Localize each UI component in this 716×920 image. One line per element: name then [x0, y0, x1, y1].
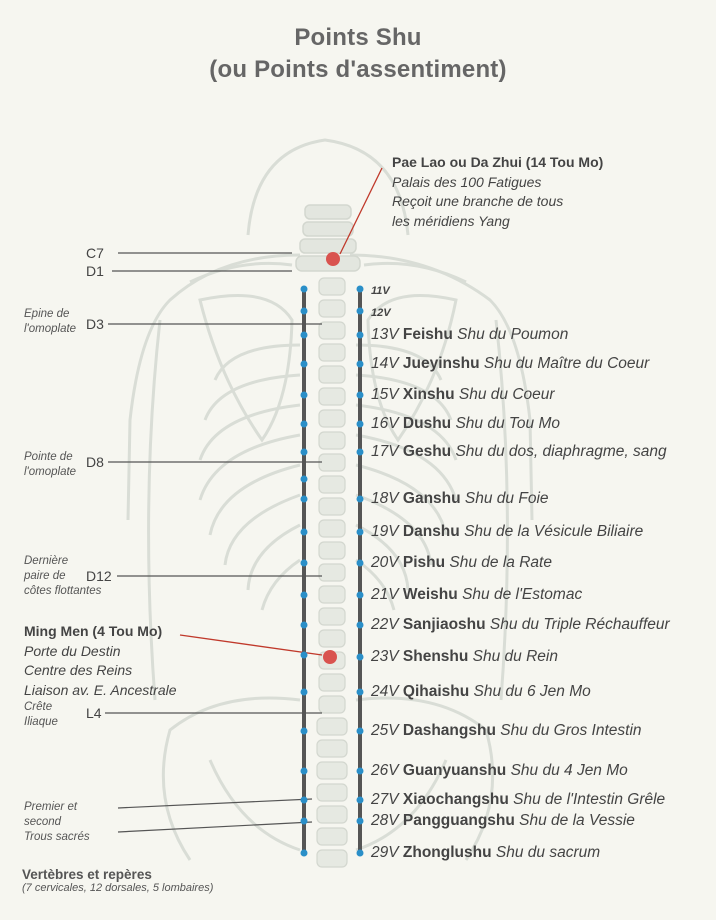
point-description: Shu du Poumon [457, 326, 569, 343]
point-label [371, 386, 555, 404]
vertebra [319, 498, 345, 515]
vertebra [319, 454, 345, 471]
point-label [371, 415, 560, 433]
shu-point-dot [357, 654, 364, 661]
point-label [371, 282, 390, 300]
point-name: Guanyuanshu [402, 762, 507, 779]
point-label [371, 326, 568, 344]
point-label [371, 762, 628, 780]
region-text: second [24, 816, 62, 828]
point-description: Shu du 4 Jen Mo [510, 762, 628, 779]
region-text: Dernière [24, 555, 69, 567]
vertebra [317, 828, 347, 845]
point-description: Shu de la Rate [449, 554, 552, 571]
point-number: 16V [371, 415, 399, 432]
point-number: 26V [371, 762, 399, 779]
inner-channel-dot [301, 286, 308, 293]
inner-channel-dot [301, 797, 308, 804]
point-name: Xiaochangshu [402, 791, 509, 808]
point-number: 27V [371, 791, 399, 808]
point-number: 21V [371, 586, 399, 603]
point-number: 23V [371, 648, 399, 665]
point-label [371, 791, 665, 809]
da-zhui-name: Pae Lao ou Da Zhui (14 Tou Mo) [392, 154, 604, 170]
vertebra [317, 784, 347, 801]
inner-channel-dot [301, 818, 308, 825]
point-description: Shu du Maître du Coeur [483, 355, 650, 372]
point-label [371, 586, 582, 604]
vertebra-label-l4: L4 [86, 705, 102, 721]
point-name: Geshu [402, 443, 452, 460]
point-name: Shenshu [402, 648, 469, 665]
vertebra [319, 696, 345, 713]
point-name: Ganshu [402, 490, 461, 507]
da-zhui-line: Reçoit une branche de tous [392, 193, 564, 209]
region-label-scapula-tip [24, 450, 76, 480]
point-description: Shu de la Vésicule Biliaire [464, 523, 644, 540]
vertebra [319, 366, 345, 383]
point-number: 11V [371, 285, 390, 297]
vertebra [319, 520, 345, 537]
region-label-sacral-holes [24, 800, 90, 845]
shu-point-dot [357, 560, 364, 567]
ming-men-pointer [180, 635, 322, 655]
vertebra [319, 300, 345, 317]
point-description: Shu du Tou Mo [455, 415, 560, 432]
inner-channel-dot [301, 728, 308, 735]
point-description: Shu du Foie [464, 490, 549, 507]
footer-heading: Vertèbres et repères [22, 867, 152, 882]
point-name: Feishu [402, 326, 453, 343]
region-text: Trous sacrés [24, 831, 90, 843]
point-label [371, 304, 391, 322]
point-description: Shu de la Vessie [519, 812, 635, 829]
region-text: Premier et [24, 801, 78, 813]
shu-point-dot [357, 850, 364, 857]
point-label [371, 523, 643, 541]
point-number: 17V [371, 443, 399, 460]
point-number: 29V [371, 844, 399, 861]
vertebra-label-d8: D8 [86, 454, 104, 470]
region-text: Epine de [24, 308, 70, 320]
region-text: paire de [24, 570, 66, 582]
inner-channel-dot [301, 308, 308, 315]
point-label [371, 648, 558, 666]
point-label [371, 722, 642, 740]
vertebra [319, 674, 345, 691]
inner-channel-dot [301, 361, 308, 368]
region-text: Pointe de [24, 451, 73, 463]
shu-point-dot [357, 286, 364, 293]
inner-channel-dot [301, 560, 308, 567]
point-description: Shu de l'Estomac [462, 586, 583, 603]
shu-point-dot [357, 361, 364, 368]
shu-point-dot [357, 592, 364, 599]
vertebra [317, 740, 347, 757]
point-number: 12V [371, 307, 391, 319]
title-line-2: (ou Points d'assentiment) [209, 56, 507, 83]
inner-channel-dot [301, 449, 308, 456]
point-label [371, 490, 549, 508]
shu-point-dot [357, 818, 364, 825]
region-label-scapula-spine [24, 307, 76, 337]
point-name: Weishu [402, 586, 458, 603]
point-label [371, 616, 670, 634]
inner-channel-dot [301, 392, 308, 399]
ming-men-line: Centre des Reins [24, 662, 133, 678]
point-description: Shu du 6 Jen Mo [473, 683, 591, 700]
point-number: 22V [371, 616, 399, 633]
vertebra [319, 388, 345, 405]
vertebra-label-c7: C7 [86, 245, 104, 261]
da-zhui-line: les méridiens Yang [392, 212, 510, 229]
inner-channel-dot [301, 496, 308, 503]
region-text: l'omoplate [24, 323, 77, 335]
shu-point-dot [357, 496, 364, 503]
point-name: Jueyinshu [402, 355, 480, 372]
ming-men-name: Ming Men (4 Tou Mo) [24, 623, 163, 639]
point-description: Shu du dos, diaphragme, sang [455, 443, 667, 460]
point-name: Sanjiaoshu [402, 616, 486, 633]
vertebra [319, 630, 345, 647]
shu-point-dot [357, 689, 364, 696]
da-zhui-line: Palais des 100 Fatigues [392, 173, 542, 190]
shu-point-dot [357, 797, 364, 804]
ming-men-point [323, 650, 337, 664]
shu-point-dot [357, 728, 364, 735]
point-number: 24V [371, 683, 399, 700]
inner-channel-dot [301, 622, 308, 629]
vertebra [319, 278, 345, 295]
vertebra [319, 564, 345, 581]
inner-channel-dot [301, 592, 308, 599]
point-label [371, 355, 649, 373]
point-number: 25V [371, 722, 399, 739]
inner-channel-dot [301, 768, 308, 775]
vertebra [319, 476, 345, 493]
point-label [371, 554, 552, 572]
vertebra [319, 322, 345, 339]
ming-men-line: Porte du Destin [24, 642, 121, 659]
point-label [371, 443, 667, 461]
inner-channel-dot [301, 529, 308, 536]
inner-channel-dot [301, 476, 308, 483]
title-line-1: Points Shu [294, 24, 422, 51]
point-description: Shu du sacrum [495, 844, 601, 861]
vertebra [319, 542, 345, 559]
region-text: Crête [24, 701, 53, 713]
point-number: 18V [371, 490, 399, 507]
vertebra [317, 718, 347, 735]
point-name: Pangguangshu [402, 812, 515, 829]
point-name: Qihaishu [402, 683, 470, 700]
region-label-iliac-crest [24, 700, 58, 730]
shu-point-dot [357, 449, 364, 456]
vertebra [319, 608, 345, 625]
ming-men-annotation [24, 622, 177, 700]
point-description: Shu du Rein [472, 648, 558, 665]
point-label [371, 844, 600, 862]
point-name: Zhonglushu [402, 844, 492, 861]
point-name: Xinshu [402, 386, 455, 403]
shu-point-dot [357, 421, 364, 428]
region-label-floating-rib [24, 554, 101, 599]
point-name: Dashangshu [402, 722, 496, 739]
region-text: Iliaque [24, 716, 58, 728]
point-label [371, 683, 591, 701]
footer-subtitle: (7 cervicales, 12 dorsales, 5 lombaires) [22, 882, 214, 894]
shu-point-dot [357, 768, 364, 775]
point-number: 13V [371, 326, 399, 343]
point-description: Shu du Gros Intestin [500, 722, 642, 739]
inner-channel-dot [301, 652, 308, 659]
vertebra-label-d3: D3 [86, 316, 104, 332]
shu-point-dot [357, 308, 364, 315]
point-number: 14V [371, 355, 399, 372]
region-text: côtes flottantes [24, 585, 102, 597]
sacral-pointer-1 [118, 799, 312, 808]
point-number: 15V [371, 386, 399, 403]
vertebra [319, 344, 345, 361]
point-name: Danshu [402, 523, 460, 540]
inner-channel-dot [301, 850, 308, 857]
point-description: Shu de l'Intestin Grêle [513, 791, 666, 808]
point-name: Dushu [402, 415, 452, 432]
point-description: Shu du Triple Réchauffeur [489, 616, 670, 633]
ming-men-line: Liaison av. E. Ancestrale [24, 681, 177, 698]
point-name: Pishu [402, 554, 446, 571]
da-zhui-point [326, 252, 340, 266]
vertebra [319, 586, 345, 603]
point-number: 19V [371, 523, 399, 540]
vertebra [317, 762, 347, 779]
inner-channel-dot [301, 689, 308, 696]
point-label [371, 812, 635, 830]
vertebra [317, 850, 347, 867]
inner-channel-dot [301, 421, 308, 428]
shu-point-dot [357, 622, 364, 629]
vertebra-label-d1: D1 [86, 263, 104, 279]
point-number: 28V [371, 812, 399, 829]
shu-point-dot [357, 392, 364, 399]
point-number: 20V [371, 554, 399, 571]
shu-point-dot [357, 529, 364, 536]
footer [22, 867, 213, 894]
vertebra [317, 806, 347, 823]
region-text: l'omoplate [24, 466, 77, 478]
inner-channel-dot [301, 332, 308, 339]
vertebra [319, 410, 345, 427]
da-zhui-annotation [392, 153, 603, 231]
vertebra [319, 432, 345, 449]
point-description: Shu du Coeur [458, 386, 555, 403]
vertebra-label-d12: D12 [86, 568, 112, 584]
shu-point-dot [357, 332, 364, 339]
sacral-pointer-2 [118, 822, 312, 832]
